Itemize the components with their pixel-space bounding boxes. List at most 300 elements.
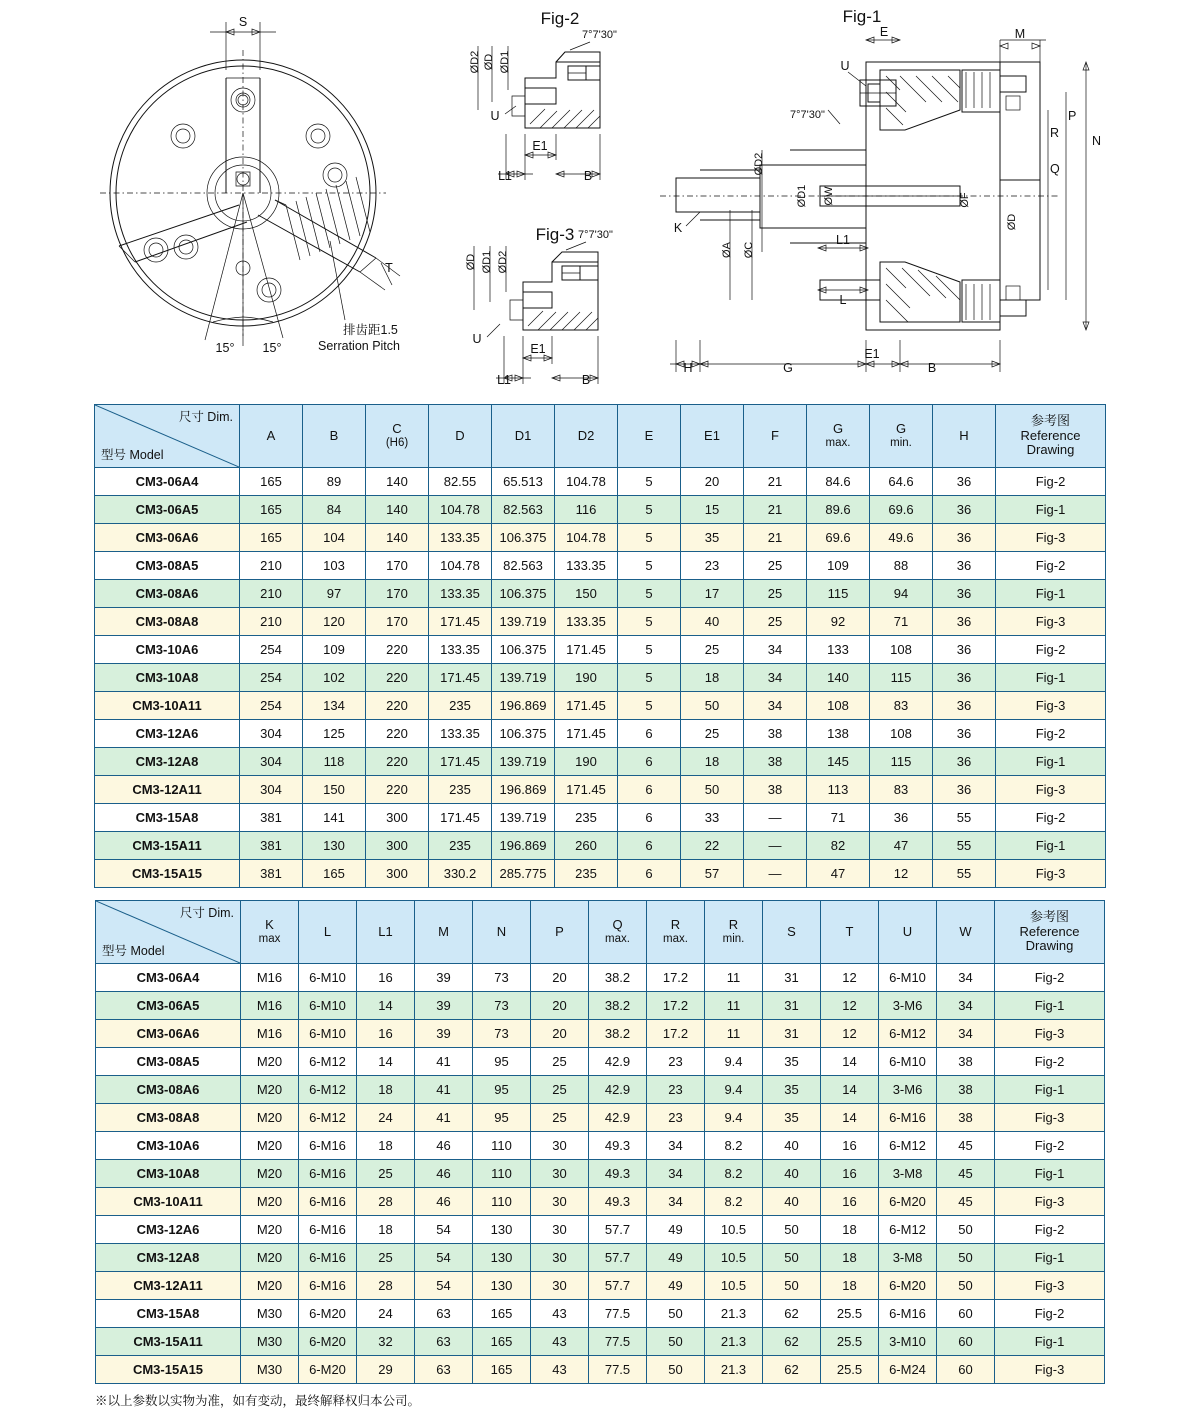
reference-drawing-cell: Fig-2 — [995, 1132, 1105, 1160]
value-cell: 102 — [303, 664, 366, 692]
value-cell: 116 — [555, 496, 618, 524]
value-cell: 9.4 — [705, 1048, 763, 1076]
value-cell: 165 — [240, 468, 303, 496]
table1-col-header-d2-5: D2 — [555, 405, 618, 468]
value-cell: 36 — [933, 468, 996, 496]
table-row — [95, 804, 1106, 832]
value-cell: 49.3 — [589, 1132, 647, 1160]
table2-col-header-w-12: W — [937, 901, 995, 964]
fig1-drawing — [660, 7, 1101, 375]
fig1-label-d1: ØD1 — [796, 184, 808, 208]
value-cell: 30 — [531, 1160, 589, 1188]
table-row — [96, 1076, 1105, 1104]
value-cell: 40 — [763, 1188, 821, 1216]
value-cell: 34 — [744, 636, 807, 664]
value-cell: 254 — [240, 664, 303, 692]
value-cell: 140 — [366, 496, 429, 524]
value-cell: 12 — [821, 964, 879, 992]
value-cell: 304 — [240, 720, 303, 748]
value-cell: 133.35 — [555, 608, 618, 636]
value-cell: 6-M20 — [879, 1188, 937, 1216]
value-cell: 5 — [618, 468, 681, 496]
model-cell: CM3-10A6 — [95, 636, 240, 664]
reference-drawing-cell: Fig-1 — [995, 1160, 1105, 1188]
value-cell: 28 — [357, 1188, 415, 1216]
value-cell: 171.45 — [555, 636, 618, 664]
value-cell: 82.563 — [492, 496, 555, 524]
reference-drawing-cell: Fig-3 — [995, 1104, 1105, 1132]
value-cell: 23 — [647, 1104, 705, 1132]
value-cell: 73 — [473, 1020, 531, 1048]
value-cell: 31 — [763, 1020, 821, 1048]
value-cell: 6-M10 — [879, 1048, 937, 1076]
value-cell: 3-M8 — [879, 1160, 937, 1188]
value-cell: 104.78 — [429, 496, 492, 524]
value-cell: 6-M12 — [879, 1132, 937, 1160]
value-cell: 36 — [933, 552, 996, 580]
fig1-label-h: H — [683, 361, 693, 375]
value-cell: 165 — [240, 524, 303, 552]
value-cell: 235 — [555, 860, 618, 888]
value-cell: 5 — [618, 580, 681, 608]
reference-drawing-cell: Fig-2 — [996, 804, 1106, 832]
value-cell: 69.6 — [870, 496, 933, 524]
table-row — [95, 748, 1106, 776]
value-cell: 30 — [531, 1188, 589, 1216]
value-cell: 12 — [821, 992, 879, 1020]
value-cell: 141 — [303, 804, 366, 832]
value-cell: 171.45 — [429, 608, 492, 636]
model-cell: CM3-15A15 — [95, 860, 240, 888]
fig3-drawing — [465, 225, 613, 387]
value-cell: 120 — [303, 608, 366, 636]
value-cell: 17 — [681, 580, 744, 608]
value-cell: 10.5 — [705, 1272, 763, 1300]
value-cell: 97 — [303, 580, 366, 608]
value-cell: 82.563 — [492, 552, 555, 580]
value-cell: M20 — [241, 1076, 299, 1104]
model-cell: CM3-06A4 — [96, 964, 241, 992]
value-cell: 50 — [937, 1272, 995, 1300]
value-cell: 108 — [807, 692, 870, 720]
footnote: ※以上参数以实物为准，如有变动，最终解释权归本公司。 — [95, 1394, 421, 1408]
value-cell: 18 — [357, 1132, 415, 1160]
serration-pitch-cn: 排齿距1.5 — [343, 323, 398, 337]
table1-header — [95, 405, 1106, 468]
fig2-label-d2: ØD2 — [469, 50, 481, 74]
fig3-label-e1: E1 — [530, 342, 546, 356]
value-cell: 36 — [933, 524, 996, 552]
value-cell: — — [744, 832, 807, 860]
value-cell: 45 — [937, 1188, 995, 1216]
value-cell: 133.35 — [555, 552, 618, 580]
model-cell: CM3-12A8 — [96, 1244, 241, 1272]
value-cell: 47 — [807, 860, 870, 888]
fig1-label-g: G — [783, 361, 793, 375]
value-cell: 9.4 — [705, 1076, 763, 1104]
value-cell: 254 — [240, 636, 303, 664]
fig1-label-d2: ØD2 — [753, 152, 765, 176]
value-cell: 171.45 — [555, 720, 618, 748]
model-cell: CM3-08A6 — [95, 580, 240, 608]
value-cell: 14 — [357, 1048, 415, 1076]
value-cell: 118 — [303, 748, 366, 776]
table2-col-header-l1-2: L1 — [357, 901, 415, 964]
value-cell: 14 — [821, 1048, 879, 1076]
table2-col-header-m-3: M — [415, 901, 473, 964]
value-cell: 60 — [937, 1328, 995, 1356]
value-cell: 12 — [821, 1020, 879, 1048]
value-cell: 34 — [647, 1160, 705, 1188]
value-cell: 49.3 — [589, 1188, 647, 1216]
table-row — [95, 860, 1106, 888]
value-cell: 25 — [744, 608, 807, 636]
fig1-label-r: R — [1050, 126, 1060, 140]
value-cell: 106.375 — [492, 580, 555, 608]
value-cell: 5 — [618, 664, 681, 692]
table-row — [96, 1020, 1105, 1048]
value-cell: 36 — [870, 804, 933, 832]
value-cell: 165 — [240, 496, 303, 524]
table1-col-header-d1-4: D1 — [492, 405, 555, 468]
value-cell: 38 — [937, 1104, 995, 1132]
value-cell: 103 — [303, 552, 366, 580]
value-cell: 104 — [303, 524, 366, 552]
fig1-label-w: ØW — [823, 186, 835, 206]
value-cell: 190 — [555, 664, 618, 692]
fig2-title: Fig-2 — [540, 9, 580, 28]
value-cell: 6-M16 — [879, 1300, 937, 1328]
fig1-label-k: K — [673, 221, 683, 235]
value-cell: M30 — [241, 1356, 299, 1384]
value-cell: 6-M20 — [879, 1272, 937, 1300]
value-cell: 3-M6 — [879, 1076, 937, 1104]
model-cell: CM3-15A8 — [95, 804, 240, 832]
value-cell: 62 — [763, 1328, 821, 1356]
value-cell: M20 — [241, 1104, 299, 1132]
value-cell: 41 — [415, 1048, 473, 1076]
value-cell: 41 — [415, 1076, 473, 1104]
reference-drawing-cell: Fig-3 — [995, 1188, 1105, 1216]
reference-drawing-cell: Fig-1 — [996, 748, 1106, 776]
value-cell: 71 — [807, 804, 870, 832]
value-cell: 300 — [366, 832, 429, 860]
value-cell: 42.9 — [589, 1076, 647, 1104]
table-row — [95, 776, 1106, 804]
value-cell: 64.6 — [870, 468, 933, 496]
value-cell: 6 — [618, 748, 681, 776]
value-cell: 6 — [618, 832, 681, 860]
value-cell: 20 — [531, 992, 589, 1020]
value-cell: M16 — [241, 1020, 299, 1048]
value-cell: 106.375 — [492, 720, 555, 748]
value-cell: 24 — [357, 1104, 415, 1132]
value-cell: 6-M12 — [299, 1104, 357, 1132]
value-cell: 139.719 — [492, 748, 555, 776]
value-cell: 30 — [531, 1244, 589, 1272]
value-cell: 133.35 — [429, 580, 492, 608]
value-cell: 254 — [240, 692, 303, 720]
value-cell: 34 — [647, 1188, 705, 1216]
value-cell: 18 — [357, 1076, 415, 1104]
value-cell: 34 — [744, 692, 807, 720]
value-cell: 6-M12 — [299, 1048, 357, 1076]
value-cell: 46 — [415, 1160, 473, 1188]
value-cell: 16 — [821, 1160, 879, 1188]
value-cell: 36 — [933, 720, 996, 748]
value-cell: 18 — [357, 1216, 415, 1244]
table2-col-header-t-10: T — [821, 901, 879, 964]
value-cell: 21.3 — [705, 1328, 763, 1356]
value-cell: — — [744, 860, 807, 888]
value-cell: 145 — [807, 748, 870, 776]
table-row — [96, 1244, 1105, 1272]
value-cell: 115 — [807, 580, 870, 608]
fig2-label-b: B — [583, 169, 593, 183]
model-cell: CM3-06A5 — [96, 992, 241, 1020]
fig1-label-d: ØD — [1006, 213, 1018, 231]
value-cell: 6-M12 — [879, 1020, 937, 1048]
model-cell: CM3-10A11 — [95, 692, 240, 720]
value-cell: 5 — [618, 608, 681, 636]
table-row — [95, 664, 1106, 692]
value-cell: 89.6 — [807, 496, 870, 524]
value-cell: 6-M20 — [299, 1328, 357, 1356]
value-cell: 104.78 — [429, 552, 492, 580]
value-cell: 6-M10 — [299, 992, 357, 1020]
table-row — [96, 1216, 1105, 1244]
reference-drawing-cell: Fig-2 — [996, 720, 1106, 748]
value-cell: 196.869 — [492, 832, 555, 860]
table-row — [95, 580, 1106, 608]
value-cell: 150 — [555, 580, 618, 608]
fig3-label-b: B — [581, 373, 591, 387]
table-row — [95, 608, 1106, 636]
value-cell: 63 — [415, 1356, 473, 1384]
value-cell: 77.5 — [589, 1300, 647, 1328]
value-cell: 115 — [870, 664, 933, 692]
table2-body — [96, 964, 1105, 1384]
value-cell: 6-M16 — [299, 1132, 357, 1160]
value-cell: 38.2 — [589, 992, 647, 1020]
value-cell: 38 — [744, 776, 807, 804]
fig2-drawing — [469, 9, 617, 183]
value-cell: 63 — [415, 1328, 473, 1356]
table-row — [96, 1160, 1105, 1188]
table-row — [95, 496, 1106, 524]
model-cell: CM3-08A5 — [95, 552, 240, 580]
value-cell: 165 — [473, 1356, 531, 1384]
table-row — [96, 1188, 1105, 1216]
model-cell: CM3-12A8 — [95, 748, 240, 776]
model-cell: CM3-10A6 — [96, 1132, 241, 1160]
value-cell: 196.869 — [492, 692, 555, 720]
value-cell: 6-M12 — [879, 1216, 937, 1244]
value-cell: 83 — [870, 776, 933, 804]
table2-header — [96, 901, 1105, 964]
value-cell: 46 — [415, 1188, 473, 1216]
value-cell: 104.78 — [555, 524, 618, 552]
value-cell: 24 — [357, 1300, 415, 1328]
value-cell: 6-M16 — [299, 1272, 357, 1300]
value-cell: 50 — [681, 692, 744, 720]
table1-col-header-c-2: C (H6) — [366, 405, 429, 468]
table-row — [96, 992, 1105, 1020]
reference-drawing-cell: Fig-2 — [995, 1216, 1105, 1244]
fig1-label-f: ØF — [959, 192, 971, 208]
value-cell: 109 — [303, 636, 366, 664]
value-cell: 171.45 — [429, 664, 492, 692]
value-cell: 5 — [618, 552, 681, 580]
value-cell: 32 — [357, 1328, 415, 1356]
reference-drawing-cell: Fig-1 — [996, 664, 1106, 692]
value-cell: 18 — [821, 1244, 879, 1272]
value-cell: 38 — [937, 1076, 995, 1104]
value-cell: M20 — [241, 1132, 299, 1160]
serration-pitch-en: Serration Pitch — [318, 339, 400, 353]
value-cell: 6-M20 — [299, 1356, 357, 1384]
value-cell: 62 — [763, 1300, 821, 1328]
value-cell: 57.7 — [589, 1272, 647, 1300]
reference-drawing-cell: Fig-1 — [996, 832, 1106, 860]
value-cell: 170 — [366, 608, 429, 636]
value-cell: 94 — [870, 580, 933, 608]
fig1-label-n: N — [1092, 134, 1102, 148]
value-cell: 140 — [366, 524, 429, 552]
value-cell: 10.5 — [705, 1216, 763, 1244]
front-angle-right: 15° — [262, 341, 282, 355]
value-cell: 83 — [870, 692, 933, 720]
fig2-label-d: ØD — [483, 53, 495, 71]
reference-drawing-cell: Fig-1 — [995, 1076, 1105, 1104]
value-cell: 110 — [473, 1160, 531, 1188]
value-cell: 42.9 — [589, 1104, 647, 1132]
value-cell: 25.5 — [821, 1328, 879, 1356]
value-cell: 34 — [937, 964, 995, 992]
table-row — [95, 552, 1106, 580]
value-cell: 43 — [531, 1356, 589, 1384]
value-cell: — — [744, 804, 807, 832]
technical-drawings-area — [0, 0, 1200, 398]
value-cell: 77.5 — [589, 1356, 647, 1384]
value-cell: 170 — [366, 580, 429, 608]
value-cell: 235 — [429, 776, 492, 804]
value-cell: 63 — [415, 1300, 473, 1328]
value-cell: 165 — [473, 1328, 531, 1356]
value-cell: 9.4 — [705, 1104, 763, 1132]
value-cell: 6-M24 — [879, 1356, 937, 1384]
value-cell: 381 — [240, 804, 303, 832]
value-cell: 138 — [807, 720, 870, 748]
value-cell: 6 — [618, 776, 681, 804]
fig3-label-u: U — [472, 332, 482, 346]
value-cell: 39 — [415, 1020, 473, 1048]
value-cell: 21 — [744, 468, 807, 496]
model-cell: CM3-12A6 — [96, 1216, 241, 1244]
table-row — [95, 636, 1106, 664]
value-cell: 106.375 — [492, 636, 555, 664]
value-cell: M20 — [241, 1188, 299, 1216]
reference-drawing-cell: Fig-3 — [995, 1020, 1105, 1048]
spec-tables — [0, 404, 1200, 1409]
model-cell: CM3-10A8 — [95, 664, 240, 692]
value-cell: M20 — [241, 1244, 299, 1272]
value-cell: 34 — [937, 1020, 995, 1048]
value-cell: 11 — [705, 964, 763, 992]
model-cell: CM3-08A6 — [96, 1076, 241, 1104]
value-cell: 89 — [303, 468, 366, 496]
value-cell: 50 — [647, 1328, 705, 1356]
value-cell: 50 — [681, 776, 744, 804]
value-cell: M16 — [241, 992, 299, 1020]
value-cell: 25 — [744, 580, 807, 608]
table-row — [96, 1328, 1105, 1356]
model-cell: CM3-10A11 — [96, 1188, 241, 1216]
value-cell: 6-M10 — [879, 964, 937, 992]
value-cell: 12 — [870, 860, 933, 888]
value-cell: 3-M8 — [879, 1244, 937, 1272]
value-cell: 11 — [705, 992, 763, 1020]
fig2-label-l1: L1 — [498, 169, 512, 183]
model-cell: CM3-10A8 — [96, 1160, 241, 1188]
reference-drawing-cell: Fig-2 — [995, 1300, 1105, 1328]
value-cell: 49 — [647, 1244, 705, 1272]
front-label-t: T — [385, 261, 393, 275]
value-cell: 55 — [933, 860, 996, 888]
fig3-label-d1: ØD1 — [481, 250, 493, 274]
table1-col-header-d-3: D — [429, 405, 492, 468]
value-cell: 171.45 — [555, 692, 618, 720]
table1-col-header-g-9: G max. — [807, 405, 870, 468]
value-cell: 300 — [366, 804, 429, 832]
table1-col-header-f-8: F — [744, 405, 807, 468]
value-cell: 40 — [763, 1160, 821, 1188]
table-row — [95, 468, 1106, 496]
fig2-label-u: U — [490, 109, 500, 123]
value-cell: 140 — [807, 664, 870, 692]
reference-drawing-cell: Fig-1 — [995, 992, 1105, 1020]
value-cell: 6-M16 — [299, 1216, 357, 1244]
fig1-label-m: M — [1014, 27, 1026, 41]
value-cell: 65.513 — [492, 468, 555, 496]
value-cell: 30 — [531, 1216, 589, 1244]
reference-drawing-cell: Fig-1 — [996, 580, 1106, 608]
value-cell: 57.7 — [589, 1244, 647, 1272]
value-cell: 95 — [473, 1104, 531, 1132]
table-row — [96, 964, 1105, 992]
value-cell: 35 — [763, 1048, 821, 1076]
value-cell: 36 — [933, 608, 996, 636]
value-cell: 39 — [415, 992, 473, 1020]
reference-drawing-cell: Fig-1 — [995, 1328, 1105, 1356]
value-cell: 33 — [681, 804, 744, 832]
table2-corner-model: 型号 Model — [102, 943, 165, 958]
value-cell: 130 — [473, 1244, 531, 1272]
value-cell: 3-M10 — [879, 1328, 937, 1356]
value-cell: 139.719 — [492, 664, 555, 692]
value-cell: 18 — [681, 748, 744, 776]
value-cell: 11 — [705, 1020, 763, 1048]
value-cell: 165 — [473, 1300, 531, 1328]
value-cell: 196.869 — [492, 776, 555, 804]
value-cell: 21.3 — [705, 1300, 763, 1328]
value-cell: 8.2 — [705, 1132, 763, 1160]
value-cell: 220 — [366, 664, 429, 692]
table2-col-header-k-0: K max — [241, 901, 299, 964]
value-cell: 165 — [303, 860, 366, 888]
model-cell: CM3-12A6 — [95, 720, 240, 748]
value-cell: 16 — [821, 1188, 879, 1216]
